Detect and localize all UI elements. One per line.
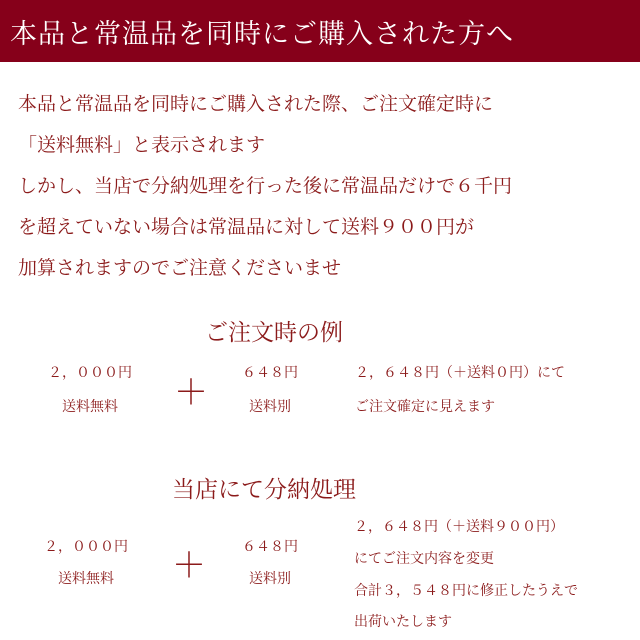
intro-line: 本品と常温品を同時にご購入された際、ご注文確定時に <box>18 93 494 115</box>
intro-line: しかし、当店で分納処理を行った後に常温品だけで６千円 <box>18 175 513 197</box>
example1-item2-price: ６４８円 <box>242 365 298 381</box>
example2-result-line1: ２，６４８円（＋送料９００円） <box>354 519 564 535</box>
intro-line: 「送料無料」と表示されます <box>18 134 266 156</box>
example1-result-line2: ご注文確定に見えます <box>355 399 495 415</box>
header-title: 本品と常温品を同時にご購入された方へ <box>10 19 514 50</box>
example2-title: 当店にて分納処理 <box>172 477 356 503</box>
intro-text <box>18 84 633 289</box>
intro-line: 加算されますのでご注意くださいませ <box>18 257 342 279</box>
example2-item1-price: ２，０００円 <box>44 539 128 555</box>
example1-item1-price: ２，０００円 <box>48 365 132 381</box>
header-banner <box>0 0 640 62</box>
example1-item1-shipping: 送料無料 <box>62 399 118 415</box>
intro-line: を超えていない場合は常温品に対して送料９００円が <box>18 216 475 238</box>
example1-result-line1: ２，６４８円（＋送料０円）にて <box>355 365 565 381</box>
example2-result-line2: にてご注文内容を変更 <box>354 551 494 567</box>
example1-title: ご注文時の例 <box>205 320 343 346</box>
example2-result-line4: 出荷いたします <box>354 614 452 630</box>
example1-item2-shipping: 送料別 <box>249 399 291 415</box>
example2-item2-price: ６４８円 <box>242 539 298 555</box>
example2-item1-shipping: 送料無料 <box>58 571 114 587</box>
plus-sign: ＋ <box>174 373 208 413</box>
example2-item2-shipping: 送料別 <box>249 571 291 587</box>
example2-result-line3: 合計３，５４８円に修正したうえで <box>354 583 578 599</box>
plus-sign: ＋ <box>172 546 206 586</box>
